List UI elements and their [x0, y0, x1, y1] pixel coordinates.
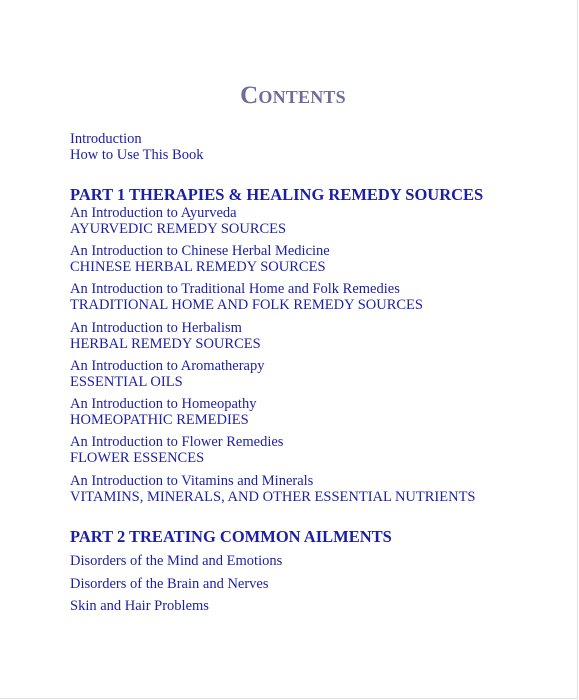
toc-link-how-to-use[interactable]: How to Use This Book — [70, 147, 204, 163]
toc-link-ayurveda-sources[interactable]: AYURVEDIC REMEDY SOURCES — [70, 221, 287, 237]
toc-link-introduction[interactable]: Introduction — [70, 131, 142, 147]
toc-link-chinese-intro[interactable]: An Introduction to Chinese Herbal Medicine — [70, 243, 330, 259]
toc-link-homeopathic-remedies[interactable]: HOMEOPATHIC REMEDIES — [70, 412, 249, 428]
toc-link-skin-hair[interactable]: Skin and Hair Problems — [70, 598, 209, 614]
toc-link-mind-emotions[interactable]: Disorders of the Mind and Emotions — [70, 553, 283, 569]
part1-heading[interactable]: PART 1 THERAPIES & HEALING REMEDY SOURCES — [70, 185, 484, 204]
toc-link-flower-intro[interactable]: An Introduction to Flower Remedies — [70, 434, 284, 450]
toc-link-herbal-sources[interactable]: HERBAL REMEDY SOURCES — [70, 336, 261, 352]
contents-title — [0, 82, 579, 111]
toc-link-aromatherapy-intro[interactable]: An Introduction to Aromatherapy — [70, 358, 265, 374]
toc-link-herbalism-intro[interactable]: An Introduction to Herbalism — [70, 320, 242, 336]
toc-link-chinese-sources[interactable]: CHINESE HERBAL REMEDY SOURCES — [70, 259, 326, 275]
toc-link-vitamins-nutrients[interactable]: VITAMINS, MINERALS, AND OTHER ESSENTIAL NUTRIENTS — [70, 489, 476, 505]
toc-link-essential-oils[interactable]: ESSENTIAL OILS — [70, 374, 183, 390]
title-initial: C — [240, 82, 259, 109]
toc-link-homeopathy-intro[interactable]: An Introduction to Homeopathy — [70, 396, 257, 412]
toc-link-brain-nerves[interactable]: Disorders of the Brain and Nerves — [70, 576, 269, 592]
part2-heading[interactable]: PART 2 TREATING COMMON AILMENTS — [70, 527, 392, 546]
toc-link-folk-sources[interactable]: TRADITIONAL HOME AND FOLK REMEDY SOURCES — [70, 297, 423, 313]
toc-link-ayurveda-intro[interactable]: An Introduction to Ayurveda — [70, 205, 237, 221]
toc-link-flower-essences[interactable]: FLOWER ESSENCES — [70, 450, 205, 466]
toc-link-folk-intro[interactable]: An Introduction to Traditional Home and Folk Remedies — [70, 281, 400, 297]
title-rest: ONTENTS — [258, 87, 346, 107]
toc-link-vitamins-intro[interactable]: An Introduction to Vitamins and Minerals — [70, 473, 314, 489]
